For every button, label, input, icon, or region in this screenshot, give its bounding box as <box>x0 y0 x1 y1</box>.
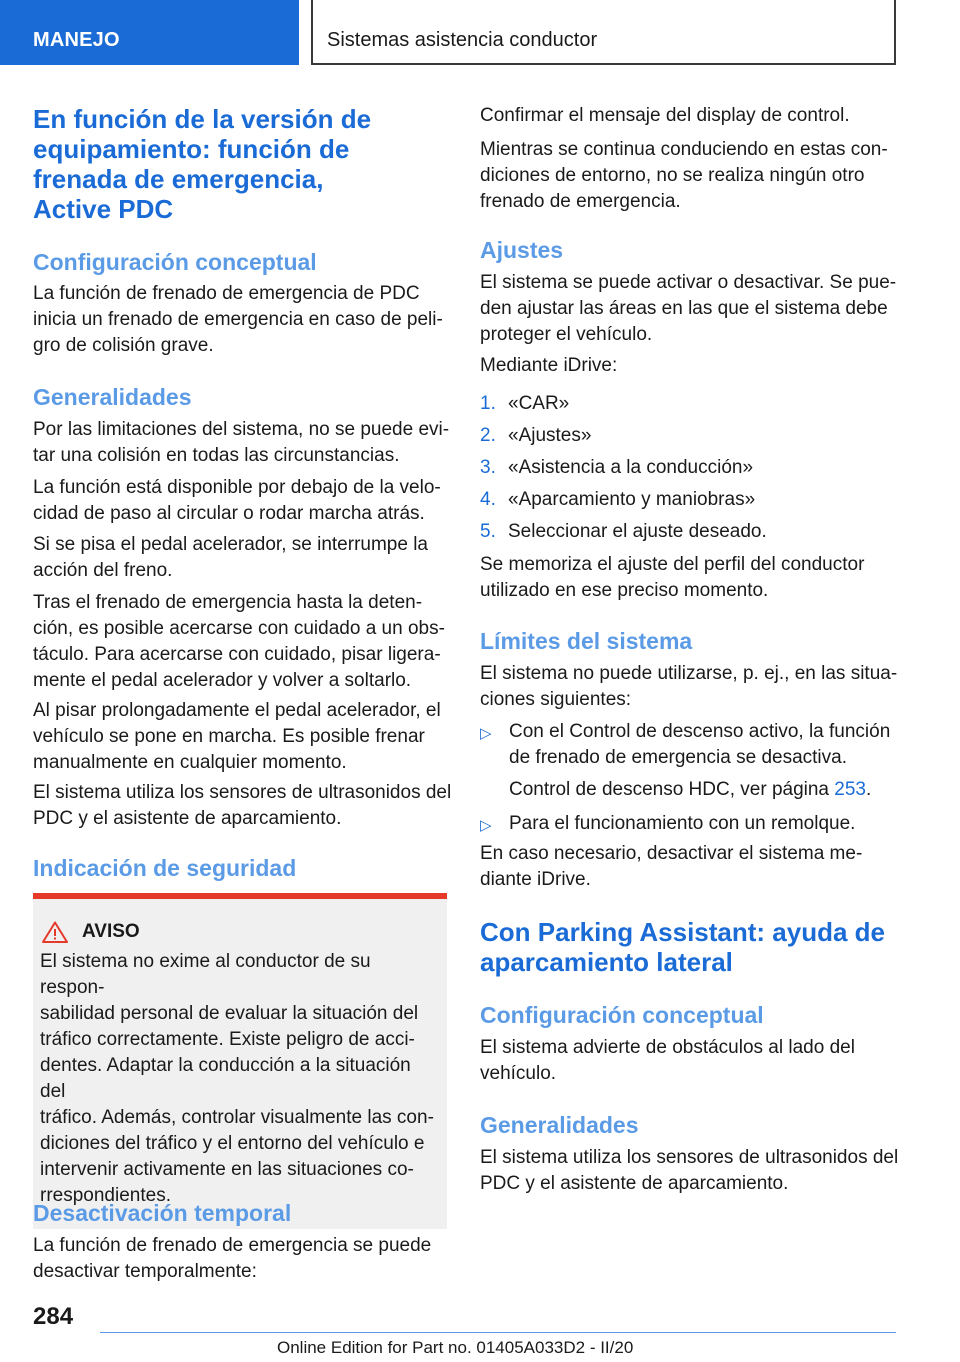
parking-concept-heading: Configuración conceptual <box>480 1002 764 1028</box>
list-item: 2. «Ajustes» <box>480 425 592 446</box>
continue-text: Mientras se continua conduciendo en estas con‐ diciones de entorno, no se realiza ningún otro frenado de emergencia. <box>480 139 888 212</box>
settings-heading: Ajustes <box>480 237 564 263</box>
warning-title: AVISO <box>82 921 140 942</box>
general-paragraph-4: Tras el frenado de emergencia hasta la deten‐ ción, es posible acercarse con cuidado a un obs‐ táculo. Para acercarse con cuidado, pisar ligera‐ mente el pedal acelerador y volver a soltarlo. <box>33 592 445 691</box>
general-paragraph-3: Si se pisa el pedal acelerador, se interrumpe la acción del freno. <box>33 534 429 581</box>
list-item: 4. «Aparcamiento y maniobras» <box>480 489 756 510</box>
footer-divider <box>100 1332 896 1333</box>
parking-title: Con Parking Assistant: ayuda de aparcamiento lateral <box>480 917 886 977</box>
warning-box <box>33 893 447 1229</box>
parking-concept-text: El sistema advierte de obstáculos al lado del vehículo. <box>480 1037 855 1084</box>
main-title: En función de la versión de equipamiento: función de frenada de emergencia, Active PDC <box>33 104 372 224</box>
parking-general-heading: Generalidades <box>480 1112 639 1138</box>
list-item: 3. «Asistencia a la conducción» <box>480 457 754 478</box>
general-paragraph-1: Por las limitaciones del sistema, no se puede evi‐ tar una colisión en todas las circunstancias. <box>33 419 450 466</box>
limits-heading: Límites del sistema <box>480 628 693 654</box>
general-paragraph-5: Al pisar prolongadamente el pedal acelerador, el vehículo se pone en marcha. Es posible frenar manualmente en cualquier momento. <box>33 700 441 773</box>
parking-general-text: El sistema utiliza los sensores de ultrasonidos del PDC y el asistente de aparcamiento. <box>480 1147 899 1194</box>
warning-text: El sistema no exime al conductor de su respon‐ sabilidad personal de evaluar la situación del tráfico correctamente. Existe peligro de acci‐ dentes. Adaptar la conducción a la situación del tráfico. Además, controlar visualmente las con‐ diciones del tráfico y el entorno del vehículo e intervenir activamente en las situaciones co‐ rrespondientes. <box>40 951 434 1206</box>
list-item: ▷ Para el funcionamiento con un remolque. <box>480 811 900 839</box>
limits-text: El sistema no puede utilizarse, p. ej., en las situa‐ ciones siguientes: <box>480 663 898 710</box>
list-item: ▷ Con el Control de descenso activo, la función de frenado de emergencia se desactiva. Control de descenso HDC, ver página 253. <box>480 719 900 803</box>
general-paragraph-2: La función está disponible por debajo de la velo‐ cidad de paso al circular o rodar marcha atrás. <box>33 477 441 524</box>
deactivation-heading: Desactivación temporal <box>33 1200 292 1226</box>
list-item: 5. Seleccionar el ajuste deseado. <box>480 521 767 542</box>
safety-heading: Indicación de seguridad <box>33 855 297 881</box>
warning-triangle-icon <box>42 921 68 943</box>
chapter-label: Sistemas asistencia conductor <box>327 29 598 51</box>
general-heading: Generalidades <box>33 384 192 410</box>
chapter-header <box>311 0 896 65</box>
settings-text: El sistema se puede activar o desactivar. Se pue‐ den ajustar las áreas en las que el sistema debe proteger el vehículo. <box>480 272 897 345</box>
deactivation-text: La función de frenado de emergencia se puede desactivar temporalmente: <box>33 1235 432 1282</box>
triangle-bullet-icon: ▷ <box>480 725 492 742</box>
idrive-intro: Mediante iDrive: <box>480 355 618 376</box>
edition-text: Online Edition for Part no. 01405A033D2 - II/20 <box>277 1338 634 1357</box>
section-tab <box>0 0 299 65</box>
page-253-link[interactable]: 253 <box>834 779 866 800</box>
concept-heading: Configuración conceptual <box>33 249 317 275</box>
confirm-text: Confirmar el mensaje del display de control. <box>480 105 850 126</box>
concept-text: La función de frenado de emergencia de PDC inicia un frenado de emergencia en caso de peli‐ gro de colisión grave. <box>33 283 443 356</box>
memo-text: Se memoriza el ajuste del perfil del conductor utilizado en ese preciso momento. <box>480 554 865 601</box>
general-paragraph-6: El sistema utiliza los sensores de ultrasonidos del PDC y el asistente de aparcamiento. <box>33 782 452 829</box>
steps-list <box>480 391 900 551</box>
page-number: 284 <box>33 1303 74 1330</box>
section-label: MANEJO <box>33 29 120 51</box>
limits-list <box>480 719 900 839</box>
deactivate-text: En caso necesario, desactivar el sistema me‐ diante iDrive. <box>480 843 863 890</box>
list-item: 1. «CAR» <box>480 393 570 414</box>
triangle-bullet-icon: ▷ <box>480 817 492 834</box>
